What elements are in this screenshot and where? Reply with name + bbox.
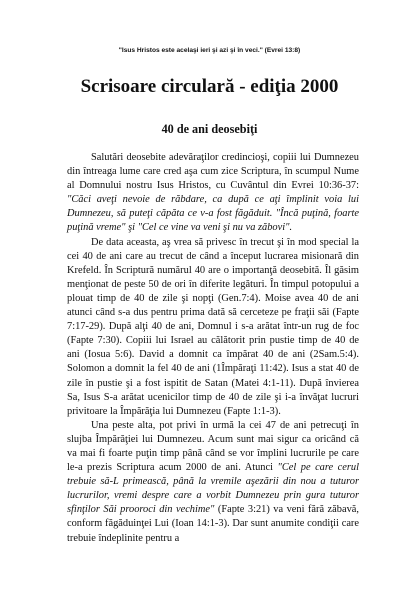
letter-body xyxy=(67,151,359,546)
paragraph-text: Una peste alta, pot privi în urmă la cei 47 de ani petrecuţi în slujba Împărăţiei lui Dumnezeu. Acum sunt mai sigur ca oricând că va mai fi foarte puţin timp până când se vor împlini lucrurile pe care le-a prezis Scriptura acum 2000 de ani. Atunci xyxy=(67,419,359,474)
scripture-quote: "Căci aveţi nevoie de răbdare, ca după ce aţi împlinit voia lui Dumnezeu, să puteţi căpăta ce v-a fost făgăduit. "Încă puţină, foarte puţină vreme" şi "Cel ce vine va veni şi nu va zăbovi". xyxy=(67,194,359,234)
section-subtitle: 40 de ani deosebiţi xyxy=(161,122,258,136)
page-title: Scrisoare circulară - ediţia 2000 xyxy=(80,76,339,97)
motto-verse: "Isus Hristos este acelaşi ieri şi azi şi în veci." (Evrei 13:8) xyxy=(118,47,301,54)
paragraph-text: De data aceasta, aş vrea să privesc în trecut şi în mod special la cei 40 de ani care au trecut de când a început lucrarea misionară din Krefeld. În Scriptură numărul 40 are o importanţă deosebită. Îl găsim menţionat de peste 50 de ori în diferite legături. În timpul potopului a plouat timp de 40 de zile şi nopţi (Gen.7:4). Moise avea 40 de ani atunci când s-a dus pentru prima dată să cerceteze pe fraţii săi (Fapte 7:17-29). După alţi 40 de ani, Domnul i s-a arătat într-un rug de foc (Fapte 7:30). Copiii lui Israel au călătorit prin pustie timp de 40 de ani (Iosua 5:6). David a domnit ca împărat 40 de ani (2Sam.5:4). Solomon a domnit la fel 40 de ani (1Împăraţi 11:42). Isus a stat 40 de zile în pustie şi a fost ispitit de Satan (Matei 4:1-11). După învierea Sa, Isus S-a arătat ucenicilor timp de 40 de zile şi i-a învăţat lucruri privitoare la Împărăţia lui Dumnezeu (Fapte 1:1-3). xyxy=(67,236,359,417)
body-paragraph xyxy=(67,151,359,236)
scripture-quote: "Cel pe care cerul trebuie să-L primească, până la vremile aşezării din nou a tuturor lucrurilor, vremi despre care a vorbit Dumnezeu prin gura tuturor sfinţilor Săi prooroci din vechime" xyxy=(67,462,359,516)
paragraph-text: Salutări deosebite adevăraţilor credincioşi, copiii lui Dumnezeu din întreaga lume care cred aşa cum zice Scriptura, în scumpul Nume al Domnului nostru Isus Hristos, cu Cuvântul din Evrei 10:36-37: xyxy=(67,152,359,192)
body-paragraph xyxy=(67,419,359,546)
body-paragraph xyxy=(67,236,359,419)
paragraph-text: (Fapte 3:21) va veni fără zăbavă, conform făgăduinţei Lui (Ioan 14:1-3). Dar sunt anumite condiţii care trebuie îndeplinite pentru a xyxy=(67,504,359,544)
